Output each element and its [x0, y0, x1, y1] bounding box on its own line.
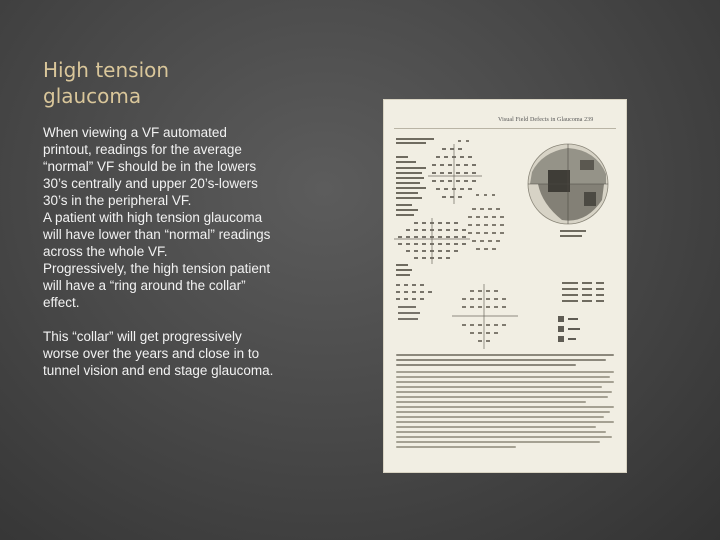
body-text	[43, 124, 275, 379]
scanned-caption-text-block	[396, 354, 614, 451]
paragraph-high-tension: A patient with high tension glaucoma will have lower than “normal” readings across the whole VF.	[43, 210, 271, 259]
slide-title-line-1: High tension	[43, 58, 170, 82]
scanned-header-rule	[394, 128, 616, 129]
paragraph-ring-collar: Progressively, the high tension patient will have a “ring around the collar” effect.	[43, 261, 271, 310]
scanned-textbook-page	[384, 100, 626, 472]
scanned-page-header: Visual Field Defects in Glaucoma 239	[498, 117, 594, 123]
slide-title	[43, 57, 303, 109]
paragraph-vf-normal: When viewing a VF automated printout, readings for the average “normal” VF should be in the lowers 30’s centrally and upper 20’s-lowers 30’s in the peripheral VF.	[43, 125, 258, 208]
paragraph-collar-progression: This “collar” will get progressively worse over the years and close in to tunnel vision and end stage glaucoma.	[43, 329, 274, 378]
slide-title-line-2: glaucoma	[43, 84, 142, 108]
